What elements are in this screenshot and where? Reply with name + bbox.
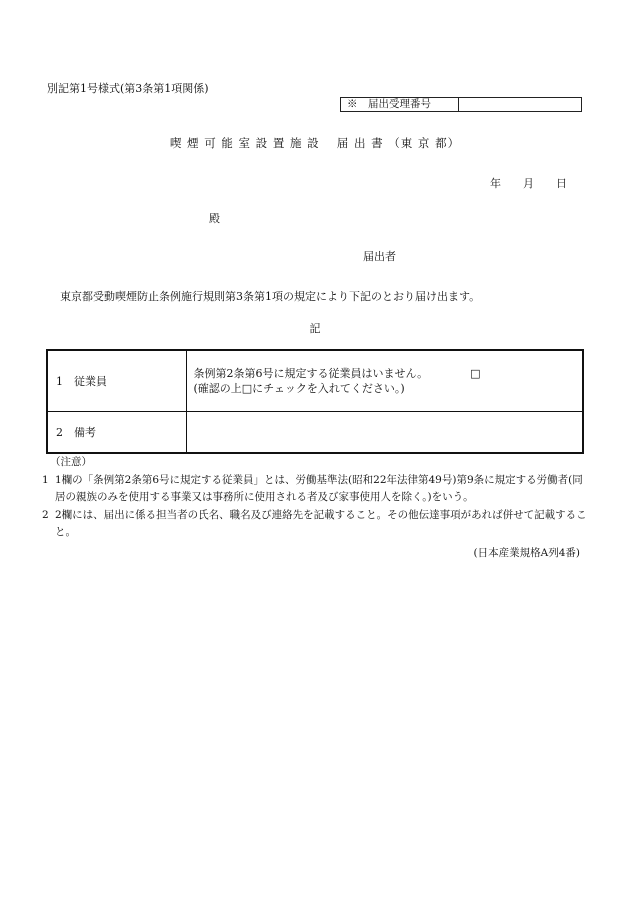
table-row — [47, 350, 583, 412]
body-text: 東京都受動喫煙防止条例施行規則第3条第1項の規定により下記のとおり届け出ます。 — [60, 290, 481, 303]
note-item — [42, 507, 588, 542]
note-number: 1 — [42, 473, 49, 486]
table-row — [47, 412, 583, 454]
row-content-employees — [186, 350, 583, 412]
remarks-field[interactable] — [186, 412, 583, 454]
applicant-label: 届出者 — [363, 250, 396, 263]
ki-heading: 記 — [309, 322, 321, 335]
notes-heading: （注意） — [50, 456, 92, 468]
item-table — [46, 349, 584, 454]
receipt-number-field[interactable] — [459, 98, 581, 111]
row-label-employees: 1 従業員 — [47, 350, 186, 412]
row-label-remarks: 2 備考 — [47, 412, 186, 454]
receipt-number-label: ※ 届出受理番号 — [341, 98, 459, 111]
employee-statement: 条例第2条第6号に規定する従業員はいません。 — [193, 367, 429, 380]
form-number-label: 別記第1号様式(第3条第1項関係) — [47, 82, 209, 95]
notes-section — [42, 454, 588, 542]
paper-size-note: (日本産業規格A列4番) — [473, 547, 580, 559]
note-number: 2 — [42, 508, 49, 521]
addressee: 殿 — [209, 212, 220, 225]
note-item — [42, 472, 588, 507]
document-title: 喫 煙 可 能 室 設 置 施 設 届 出 書 （東 京 都） — [169, 136, 461, 150]
note-text: 1欄の「条例第2条第6号に規定する従業員」とは、労働基準法(昭和22年法律第49号)第9条に規定する労働者(同居の親族のみを使用する事業又は事務所に使用される者及び家事使用人を除く。)をいう。 — [55, 473, 583, 503]
checkbox-instruction: (確認の上□にチェックを入れてください。) — [193, 382, 405, 395]
receipt-number-box — [340, 97, 582, 112]
no-employee-checkbox[interactable]: □ — [470, 367, 481, 380]
date-line: 年 月 日 — [490, 177, 567, 190]
note-text: 2欄には、届出に係る担当者の氏名、職名及び連絡先を記載すること。その他伝達事項があれば併せて記載すること。 — [55, 508, 587, 538]
